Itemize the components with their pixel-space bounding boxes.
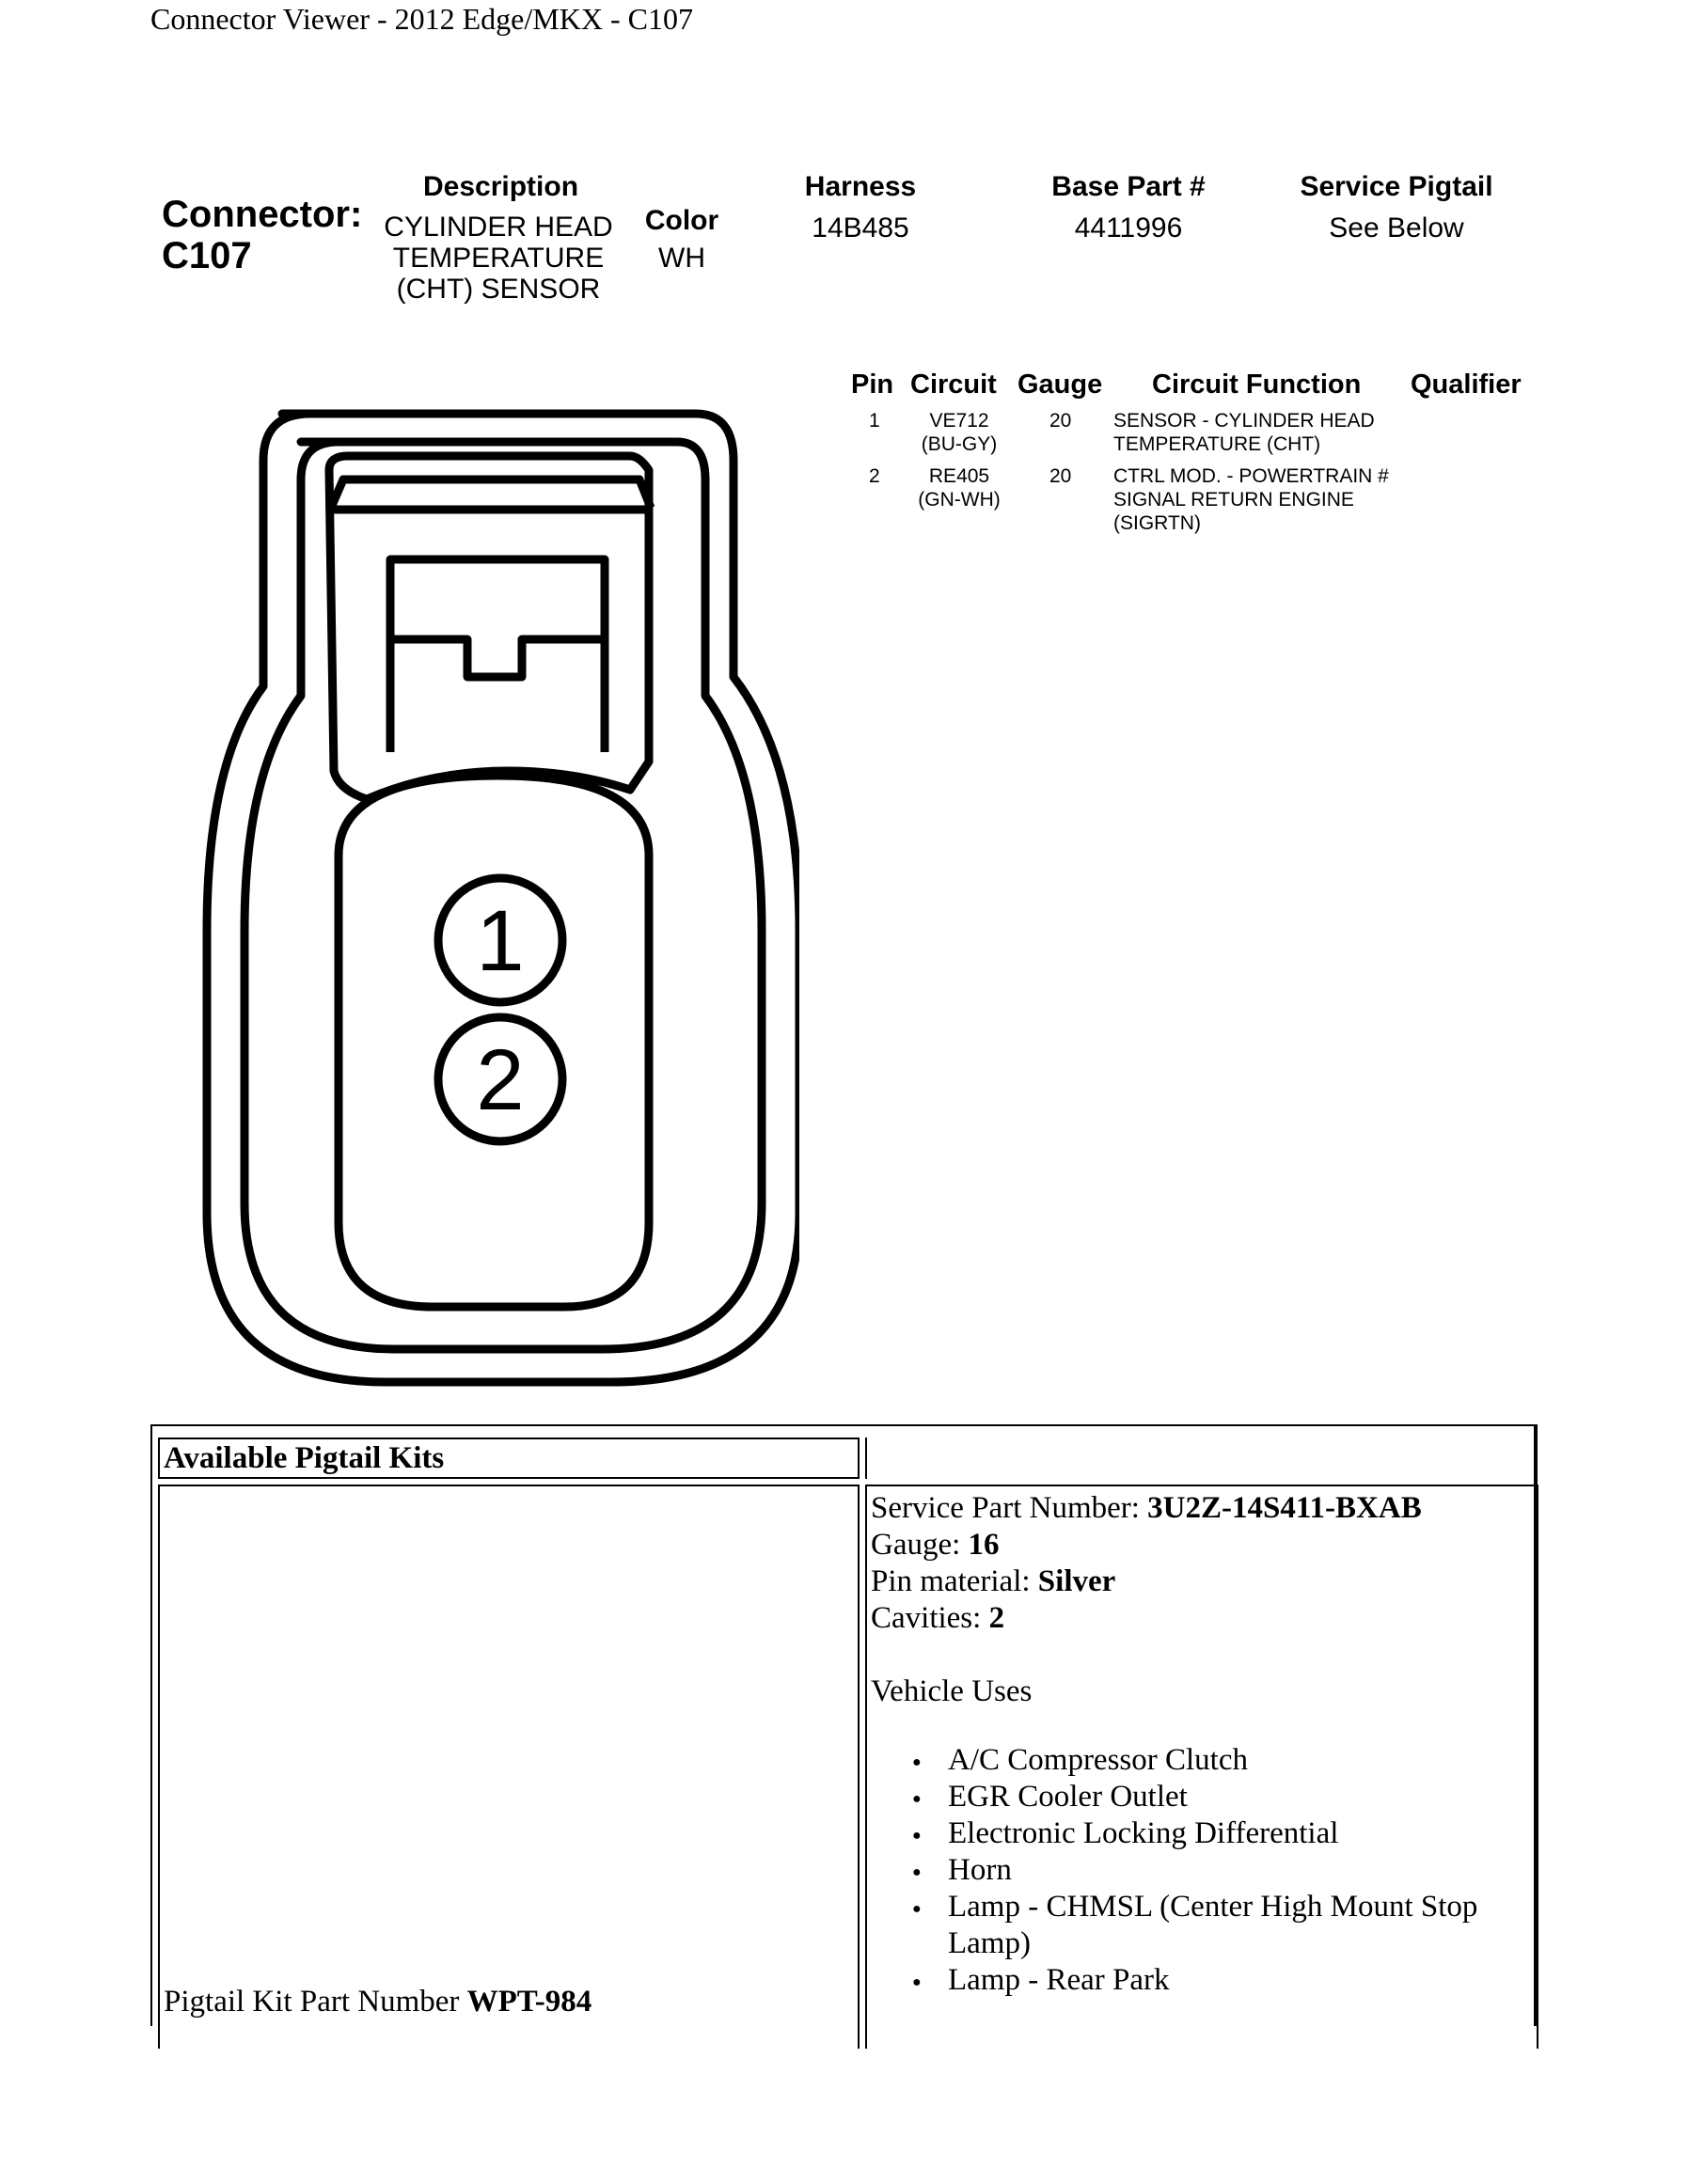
cavities-row xyxy=(871,1600,1537,1637)
list-item: ● A/C Compressor Clutch xyxy=(948,1742,1537,1779)
pigtail-kit-part xyxy=(164,1985,592,2019)
function-line: SIGNAL RETURN ENGINE xyxy=(1113,489,1354,511)
pin-gauge: 20 xyxy=(1049,410,1072,432)
pin-number: 2 xyxy=(869,465,880,487)
list-item: ● Lamp - CHMSL (Center High Mount Stop Lamp) xyxy=(948,1889,1512,1962)
pigtail-section-title: Available Pigtail Kits xyxy=(158,1438,860,1479)
function-col-header: Circuit Function xyxy=(1152,369,1362,400)
vehicle-uses-title: Vehicle Uses xyxy=(871,1674,1033,1708)
connector-label xyxy=(162,194,362,276)
gauge-col-header: Gauge xyxy=(1018,369,1103,400)
harness-value: 14B485 xyxy=(812,212,909,244)
gauge-value: 16 xyxy=(968,1528,1000,1562)
pigtail-spec-cell xyxy=(865,1485,1538,2049)
pin-1-label: 1 xyxy=(476,893,525,989)
pin-function xyxy=(1113,464,1389,535)
color-value: WH xyxy=(658,243,705,274)
qualifier-col-header: Qualifier xyxy=(1411,369,1522,400)
latch-shoulder xyxy=(331,479,651,508)
description-line: CYLINDER HEAD xyxy=(384,212,613,243)
cavities-label: Cavities: xyxy=(871,1601,989,1635)
pin-2-label: 2 xyxy=(476,1032,525,1128)
kit-label: Pigtail Kit Part Number xyxy=(164,1985,467,2019)
pin-gauge: 20 xyxy=(1049,465,1072,487)
pigtail-table xyxy=(150,1424,1538,2026)
base-part-header: Base Part # xyxy=(1051,171,1206,202)
connector-label-line1: Connector: xyxy=(162,194,363,235)
connector-face-diagram xyxy=(197,404,799,1401)
service-part-row xyxy=(871,1490,1537,1527)
vehicle-uses-list xyxy=(867,1742,1537,1999)
list-item: ● EGR Cooler Outlet xyxy=(948,1779,1537,1815)
service-part-label: Service Part Number: xyxy=(871,1491,1148,1525)
cavities-value: 2 xyxy=(988,1601,1005,1635)
function-line: (SIGRTN) xyxy=(1113,512,1201,534)
pigtail-specs xyxy=(867,1486,1537,1710)
pin-material-label: Pin material: xyxy=(871,1564,1038,1598)
description-header: Description xyxy=(423,171,579,202)
gauge-row xyxy=(871,1527,1537,1563)
circuit-id: VE712 xyxy=(929,410,989,432)
pigtail-header-spacer xyxy=(865,1438,1523,1479)
pin-circuit xyxy=(903,464,1016,511)
latch-tab xyxy=(393,639,602,677)
pin-material-row xyxy=(871,1563,1537,1600)
description-value xyxy=(376,212,621,305)
pin-col-header: Pin xyxy=(851,369,894,400)
kit-number: WPT-984 xyxy=(466,1985,592,2019)
function-line: CTRL MOD. - POWERTRAIN # xyxy=(1113,465,1389,487)
pin-circuit xyxy=(903,409,1016,456)
circuit-id: RE405 xyxy=(928,465,990,487)
list-item: ● Horn xyxy=(948,1852,1537,1889)
list-item: ● Lamp - Rear Park xyxy=(948,1962,1537,1999)
pin-material-value: Silver xyxy=(1037,1564,1116,1598)
function-line: TEMPERATURE (CHT) xyxy=(1113,433,1321,455)
pigtail-kit-cell xyxy=(158,1485,860,2049)
function-line: SENSOR - CYLINDER HEAD xyxy=(1113,410,1375,432)
service-part-number: 3U2Z-14S411-BXAB xyxy=(1147,1491,1422,1525)
color-header: Color xyxy=(644,205,719,236)
connector-id: C107 xyxy=(162,235,252,276)
description-line: TEMPERATURE xyxy=(392,243,605,274)
circuit-col-header: Circuit xyxy=(910,369,997,400)
service-pigtail-header: Service Pigtail xyxy=(1300,171,1493,202)
base-part-value: 4411996 xyxy=(1074,212,1183,244)
list-item: ● Electronic Locking Differential xyxy=(948,1815,1537,1852)
pin-number: 1 xyxy=(869,410,880,432)
harness-header: Harness xyxy=(804,171,917,202)
circuit-color: (GN-WH) xyxy=(918,489,1001,511)
pin-function xyxy=(1113,409,1375,456)
service-pigtail-value: See Below xyxy=(1329,212,1464,244)
circuit-color: (BU-GY) xyxy=(921,433,998,455)
page-title: Connector Viewer - 2012 Edge/MKX - C107 xyxy=(150,2,693,36)
latch-window xyxy=(390,559,605,752)
gauge-label: Gauge: xyxy=(871,1528,969,1562)
description-line: (CHT) SENSOR xyxy=(396,274,601,305)
